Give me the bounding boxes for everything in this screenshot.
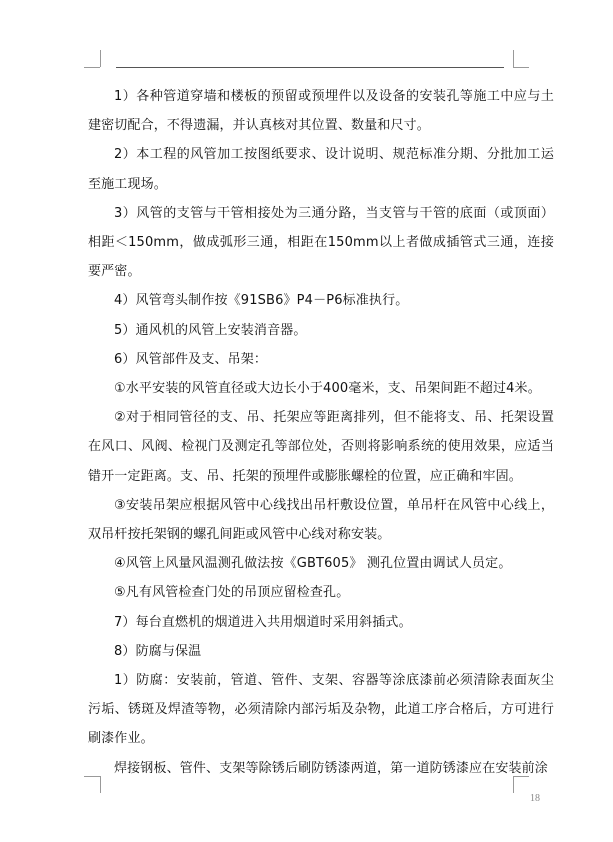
paragraph: 7）每台直燃机的烟道进入共用烟道时采用斜插式。	[114, 614, 412, 630]
paragraph: ①水平安装的风管直径或大边长小于400毫米，支、吊架间距不超过4米。	[114, 381, 541, 397]
crop-mark-top-right-h	[513, 67, 529, 68]
page-number: 18	[530, 793, 540, 804]
crop-mark-top-left-v	[100, 50, 101, 67]
crop-mark-top-right-v	[513, 50, 514, 67]
paragraph: 1）各种管道穿墙和楼板的预留或预埋件以及设备的安装孔等施工中应与土建密切配合，不得遗漏，并认真核对其位置、数量和尺寸。	[88, 89, 554, 134]
paragraph: ③安装吊架应根据风管中心线找出吊杆敷设位置，单吊杆在风管中心线上，双吊杆按托架钢的螺孔间距或风管中心线对称安装。	[88, 497, 554, 543]
paragraph: 4）风管弯头制作按《91SB6》P4－P6标准执行。	[114, 293, 409, 309]
paragraph: 5）通风机的风管上安装消音器。	[114, 322, 307, 338]
paragraph: 1）防腐：安装前，管道、管件、支架、容器等涂底漆前必须清除表面灰尘污垢、锈斑及焊渣等物，必须清除内部污垢及杂物，此道工序合格后，方可进行刷漆作业。	[88, 673, 554, 747]
paragraph: 6）风管部件及支、吊架：	[114, 351, 268, 367]
paragraph: 焊接钢板、管件、支架等除锈后刷防锈漆两道，第一道防锈漆应在安装前涂	[114, 760, 548, 776]
paragraph: ④风管上风量风温测孔做法按《GBT605》 测孔位置由调试人员定。	[114, 556, 512, 572]
paragraph: 8）防腐与保温	[114, 643, 202, 659]
paragraph: ⑤凡有风管检查门处的吊顶应留检查孔。	[114, 585, 350, 601]
document-body	[88, 82, 554, 783]
paragraph: ②对于相同管径的支、吊、托架应等距离排列，但不能将支、吊、托架设置在风口、风阀、检视门及测定孔等部位处，否则将影响系统的使用效果，应适当错开一定距离。支、吊、托架的预埋件或膨胀螺栓的位置，应正确和牢固。	[88, 410, 554, 484]
paragraph: 2）本工程的风管加工按图纸要求、设计说明、规范标准分期、分批加工运至施工现场。	[88, 147, 554, 192]
paragraph: 3）风管的支管与干管相接处为三通分路，当支管与干管的底面（或顶面）相距＜150mm，做成弧形三通，相距在150mm以上者做成插管式三通，连接要严密。	[88, 205, 554, 280]
crop-mark-top-left-h	[84, 67, 100, 68]
header-rule	[116, 67, 504, 68]
